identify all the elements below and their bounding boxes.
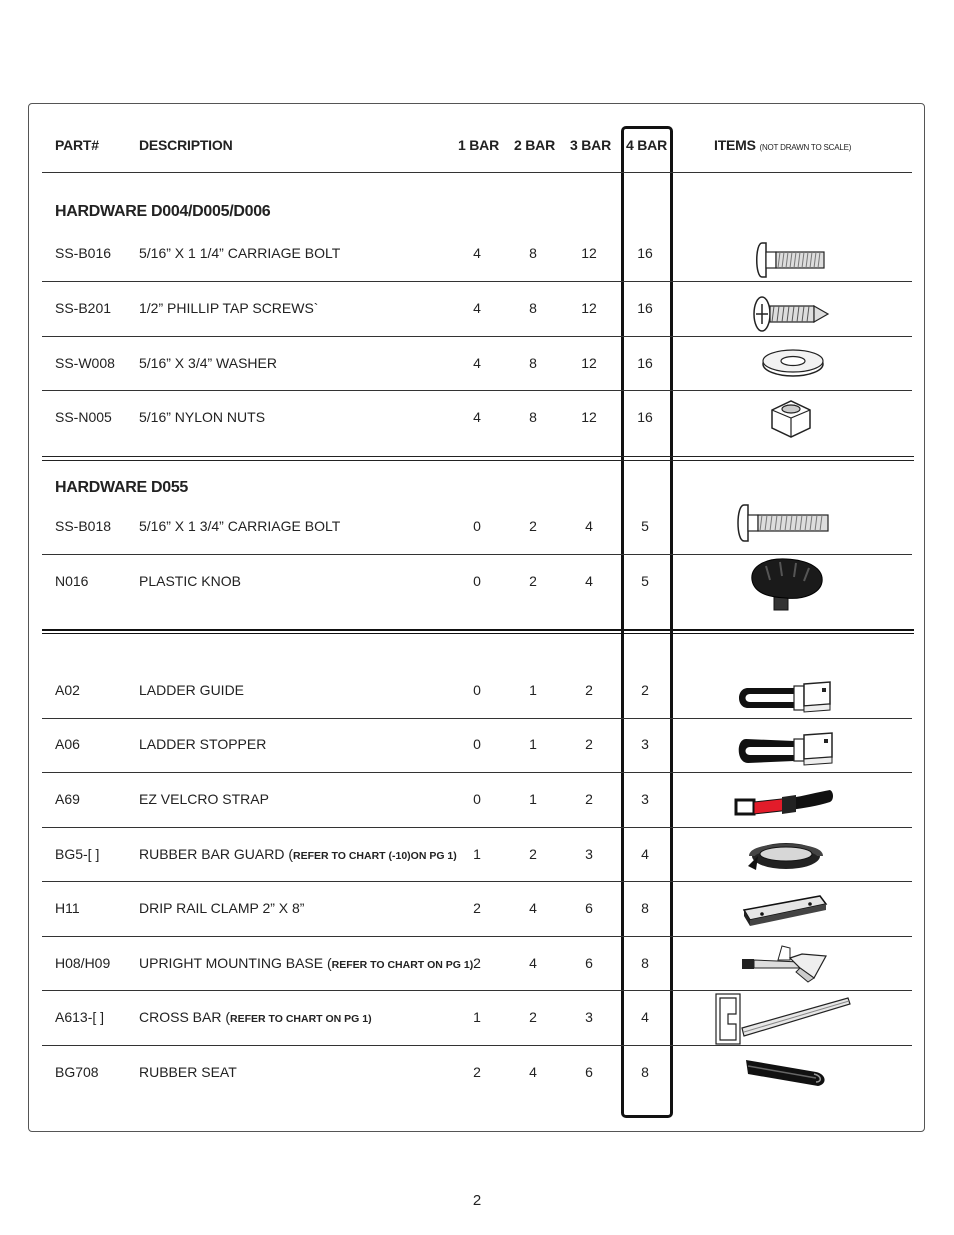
row-part-number: A613-[ ] — [55, 1009, 105, 1025]
row-qty-b4: 3 — [641, 791, 649, 807]
row-qty-b4: 16 — [637, 300, 653, 316]
row-qty-b2: 4 — [529, 900, 537, 916]
row-description-text: 5/16” X 1 1/4” CARRIAGE BOLT — [139, 245, 341, 261]
rubber-seat-icon — [742, 1054, 830, 1090]
row-qty-b1: 1 — [473, 1009, 481, 1025]
row-description-text: 5/16” X 3/4” WASHER — [139, 355, 277, 371]
row-description — [139, 955, 473, 971]
row-qty-b2: 8 — [529, 409, 537, 425]
row-qty-b3: 3 — [585, 846, 593, 862]
ladder-guide-icon — [734, 678, 834, 714]
row-description — [139, 1064, 237, 1080]
tap-screw-icon — [750, 294, 832, 334]
header-description: DESCRIPTION — [139, 137, 233, 153]
washer-icon — [760, 348, 826, 378]
row-description — [139, 518, 340, 534]
row-part-number: H08/H09 — [55, 955, 111, 971]
row-qty-b1: 0 — [473, 682, 481, 698]
row-qty-b3: 4 — [585, 518, 593, 534]
plastic-knob-icon — [746, 556, 828, 616]
header-items: ITEMS (NOT DRAWN TO SCALE) — [714, 137, 852, 153]
row-part-number: BG5-[ ] — [55, 846, 100, 862]
long-carriage-bolt-icon — [734, 502, 832, 544]
section-divider — [42, 629, 914, 634]
section-title: HARDWARE D055 — [55, 479, 189, 496]
section-divider — [42, 456, 914, 461]
row-description-note: REFER TO CHART (-10)ON PG 1) — [293, 850, 457, 862]
row-qty-b1: 1 — [473, 846, 481, 862]
row-part-number: A69 — [55, 791, 80, 807]
nylon-nut-icon — [768, 398, 814, 440]
row-qty-b1: 4 — [473, 355, 481, 371]
row-qty-b4: 5 — [641, 573, 649, 589]
header-3bar: 3 BAR — [570, 137, 612, 153]
row-qty-b3: 2 — [585, 682, 593, 698]
row-qty-b3: 6 — [585, 955, 593, 971]
row-qty-b2: 1 — [529, 736, 537, 752]
row-qty-b1: 4 — [473, 409, 481, 425]
row-description-note: REFER TO CHART ON PG 1) — [331, 959, 474, 971]
row-divider — [42, 718, 912, 719]
row-divider — [42, 554, 912, 555]
mounting-base-icon — [738, 942, 832, 988]
row-qty-b4: 16 — [637, 355, 653, 371]
row-description-text: 5/16” NYLON NUTS — [139, 409, 266, 425]
row-qty-b4: 16 — [637, 245, 653, 261]
row-qty-b3: 12 — [581, 355, 597, 371]
row-description-note: REFER TO CHART ON PG 1) — [230, 1013, 372, 1025]
row-qty-b4: 8 — [641, 900, 649, 916]
row-qty-b2: 1 — [529, 682, 537, 698]
row-qty-b3: 6 — [585, 900, 593, 916]
row-description — [139, 791, 269, 807]
ladder-stopper-icon — [734, 731, 834, 767]
row-qty-b2: 8 — [529, 355, 537, 371]
row-description-text: UPRIGHT MOUNTING BASE ( — [139, 955, 332, 971]
header-part: PART# — [55, 137, 99, 153]
row-qty-b1: 0 — [473, 791, 481, 807]
row-description-text: 1/2” PHILLIP TAP SCREWS` — [139, 300, 319, 316]
row-qty-b4: 3 — [641, 736, 649, 752]
row-qty-b4: 5 — [641, 518, 649, 534]
row-qty-b2: 4 — [529, 955, 537, 971]
row-qty-b4: 4 — [641, 1009, 649, 1025]
row-qty-b2: 2 — [529, 573, 537, 589]
header-4bar: 4 BAR — [626, 137, 668, 153]
row-part-number: SS-B016 — [55, 245, 112, 261]
section-title: HARDWARE D004/D005/D006 — [55, 203, 271, 220]
row-description-text: RUBBER BAR GUARD ( — [139, 846, 294, 862]
row-qty-b1: 2 — [473, 955, 481, 971]
row-qty-b3: 3 — [585, 1009, 593, 1025]
carriage-bolt-icon — [752, 240, 832, 280]
row-part-number: SS-N005 — [55, 409, 112, 425]
header-1bar: 1 BAR — [458, 137, 500, 153]
row-description-text: CROSS BAR ( — [139, 1009, 231, 1025]
row-qty-b2: 2 — [529, 518, 537, 534]
row-divider — [42, 336, 912, 337]
row-part-number: H11 — [55, 900, 80, 916]
row-part-number: SS-W008 — [55, 355, 115, 371]
row-qty-b4: 4 — [641, 846, 649, 862]
cross-bar-icon — [714, 992, 854, 1046]
row-qty-b3: 12 — [581, 300, 597, 316]
velcro-strap-icon — [734, 786, 836, 820]
row-description-text: RUBBER SEAT — [139, 1064, 237, 1080]
row-divider — [42, 936, 912, 937]
row-part-number: SS-B018 — [55, 518, 112, 534]
row-qty-b4: 8 — [641, 1064, 649, 1080]
row-qty-b3: 4 — [585, 573, 593, 589]
row-qty-b3: 12 — [581, 409, 597, 425]
row-part-number: N016 — [55, 573, 89, 589]
header-2bar: 2 BAR — [514, 137, 556, 153]
row-qty-b2: 2 — [529, 846, 537, 862]
row-qty-b2: 8 — [529, 245, 537, 261]
row-qty-b4: 8 — [641, 955, 649, 971]
row-description — [139, 409, 265, 425]
row-qty-b3: 2 — [585, 736, 593, 752]
page-number: 2 — [472, 1192, 482, 1209]
row-qty-b3: 6 — [585, 1064, 593, 1080]
header-divider — [42, 172, 912, 173]
row-divider — [42, 827, 912, 828]
row-description-text: 5/16” X 1 3/4” CARRIAGE BOLT — [139, 518, 341, 534]
row-description — [139, 573, 241, 589]
row-description-text: LADDER GUIDE — [139, 682, 245, 698]
drip-rail-clamp-icon — [740, 890, 830, 930]
row-divider — [42, 990, 912, 991]
row-description-text: EZ VELCRO STRAP — [139, 791, 269, 807]
row-qty-b2: 2 — [529, 1009, 537, 1025]
row-qty-b4: 2 — [641, 682, 649, 698]
row-divider — [42, 772, 912, 773]
row-qty-b3: 2 — [585, 791, 593, 807]
row-qty-b1: 0 — [473, 736, 481, 752]
row-qty-b3: 12 — [581, 245, 597, 261]
row-qty-b1: 4 — [473, 245, 481, 261]
row-divider — [42, 881, 912, 882]
row-divider — [42, 390, 912, 391]
row-description — [139, 1009, 372, 1025]
row-part-number: A06 — [55, 736, 80, 752]
row-part-number: SS-B201 — [55, 300, 112, 316]
row-qty-b2: 4 — [529, 1064, 537, 1080]
row-description — [139, 355, 277, 371]
row-description-text: LADDER STOPPER — [139, 736, 267, 752]
row-qty-b2: 8 — [529, 300, 537, 316]
row-qty-b1: 2 — [473, 1064, 481, 1080]
row-description-text: DRIP RAIL CLAMP 2” X 8” — [139, 900, 305, 916]
row-description — [139, 300, 318, 316]
row-description — [139, 736, 266, 752]
row-description — [139, 900, 304, 916]
row-description — [139, 846, 457, 862]
row-qty-b4: 16 — [637, 409, 653, 425]
row-description-text: PLASTIC KNOB — [139, 573, 241, 589]
row-divider — [42, 281, 912, 282]
row-description — [139, 245, 340, 261]
row-description — [139, 682, 244, 698]
row-part-number: A02 — [55, 682, 80, 698]
row-qty-b1: 2 — [473, 900, 481, 916]
row-qty-b2: 1 — [529, 791, 537, 807]
row-qty-b1: 4 — [473, 300, 481, 316]
row-qty-b1: 0 — [473, 573, 481, 589]
rubber-guard-roll-icon — [746, 838, 824, 874]
row-qty-b1: 0 — [473, 518, 481, 534]
row-part-number: BG708 — [55, 1064, 99, 1080]
